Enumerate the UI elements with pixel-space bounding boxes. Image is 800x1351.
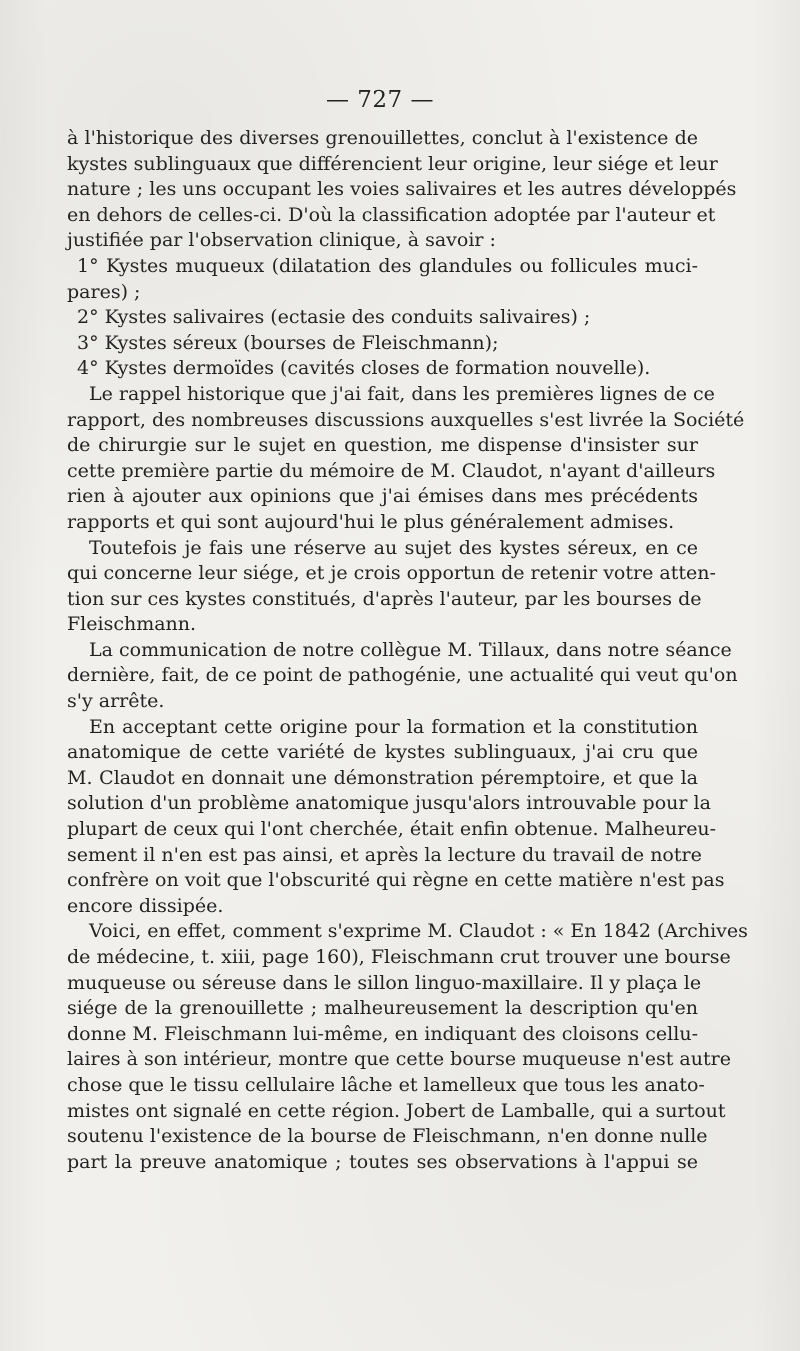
text-line: pares) ;	[67, 280, 141, 303]
text-line: siége de la grenouillette ; malheureusement la description qu'en	[67, 997, 698, 1020]
text-line: mistes ont signalé en cette région. Jobert de Lamballe, qui a surtout	[67, 1099, 726, 1122]
text-line: tion sur ces kystes constitués, d'après l'auteur, par les bourses de	[67, 587, 702, 610]
text-line: confrère on voit que l'obscurité qui règne en cette matière n'est pas	[67, 869, 725, 892]
text-line: part la preuve anatomique ; toutes ses observations à l'appui se	[67, 1150, 698, 1173]
text-line: sement il n'en est pas ainsi, et après la lecture du travail de notre	[67, 843, 702, 866]
page-number: — 727 —	[325, 87, 435, 113]
text-line: qui concerne leur siége, et je crois opportun de retenir votre atten-	[67, 562, 716, 585]
text-line: soutenu l'existence de la bourse de Fleischmann, n'en donne nulle	[67, 1125, 708, 1148]
text-line: justifiée par l'observation clinique, à savoir :	[67, 229, 496, 252]
document-body	[67, 126, 748, 1175]
text-line: dernière, fait, de ce point de pathogénie, une actualité qui veut qu'on	[67, 664, 738, 687]
text-line: plupart de ceux qui l'ont cherchée, était enfin obtenue. Malheureu-	[67, 818, 717, 841]
text-line: chose que le tissu cellulaire lâche et lamelleux que tous les anato-	[67, 1073, 705, 1096]
text-line: anatomique de cette variété de kystes sublinguaux, j'ai cru que	[67, 741, 698, 764]
text-line: 1° Kystes muqueux (dilatation des glandules ou follicules muci-	[77, 254, 698, 277]
text-line: En acceptant cette origine pour la formation et la constitution	[89, 715, 698, 738]
text-line: 4° Kystes dermoïdes (cavités closes de formation nouvelle).	[77, 357, 651, 380]
text-line: Voici, en effet, comment s'exprime M. Claudot : « En 1842 (Archives	[89, 920, 748, 943]
text-line: en dehors de celles-ci. D'où la classification adoptée par l'auteur et	[67, 203, 716, 226]
text-line: donne M. Fleischmann lui-même, en indiquant des cloisons cellu-	[67, 1022, 698, 1045]
text-line: La communication de notre collègue M. Tillaux, dans notre séance	[89, 638, 732, 661]
text-line: de médecine, t. xiii, page 160), Fleischmann crut trouver une bourse	[67, 946, 731, 968]
text-line: M. Claudot en donnait une démonstration péremptoire, et que la	[67, 766, 698, 789]
text-line: cette première partie du mémoire de M. Claudot, n'ayant d'ailleurs	[67, 459, 716, 482]
text-line: kystes sublinguaux que différencient leur origine, leur siége et leur	[67, 152, 718, 175]
text-line: encore dissipée.	[67, 894, 224, 917]
text-line: s'y arrête.	[67, 690, 165, 713]
text-line: Le rappel historique que j'ai fait, dans les premières lignes de ce	[89, 382, 715, 405]
text-line: 2° Kystes salivaires (ectasie des conduits salivaires) ;	[77, 306, 591, 329]
text-line: solution d'un problème anatomique jusqu'alors introuvable pour la	[67, 792, 711, 815]
text-line: de chirurgie sur le sujet en question, me dispense d'insister sur	[67, 434, 698, 457]
text-line: laires à son intérieur, montre que cette bourse muqueuse n'est autre	[67, 1048, 731, 1071]
text-line: rapport, des nombreuses discussions auxquelles s'est livrée la Société	[67, 408, 745, 431]
text-line: rapports et qui sont aujourd'hui le plus généralement admises.	[67, 510, 675, 533]
text-line: à l'historique des diverses grenouillettes, conclut à l'existence de	[67, 127, 698, 149]
text-line: nature ; les uns occupant les voies salivaires et les autres développés	[67, 178, 737, 201]
text-line: rien à ajouter aux opinions que j'ai émises dans mes précédents	[67, 485, 698, 508]
text-line: muqueuse ou séreuse dans le sillon linguo-maxillaire. Il y plaça le	[67, 971, 702, 994]
text-line: Fleischmann.	[67, 613, 197, 636]
text-line: 3° Kystes séreux (bourses de Fleischmann);	[77, 331, 499, 354]
text-line: Toutefois je fais une réserve au sujet des kystes séreux, en ce	[89, 536, 698, 559]
